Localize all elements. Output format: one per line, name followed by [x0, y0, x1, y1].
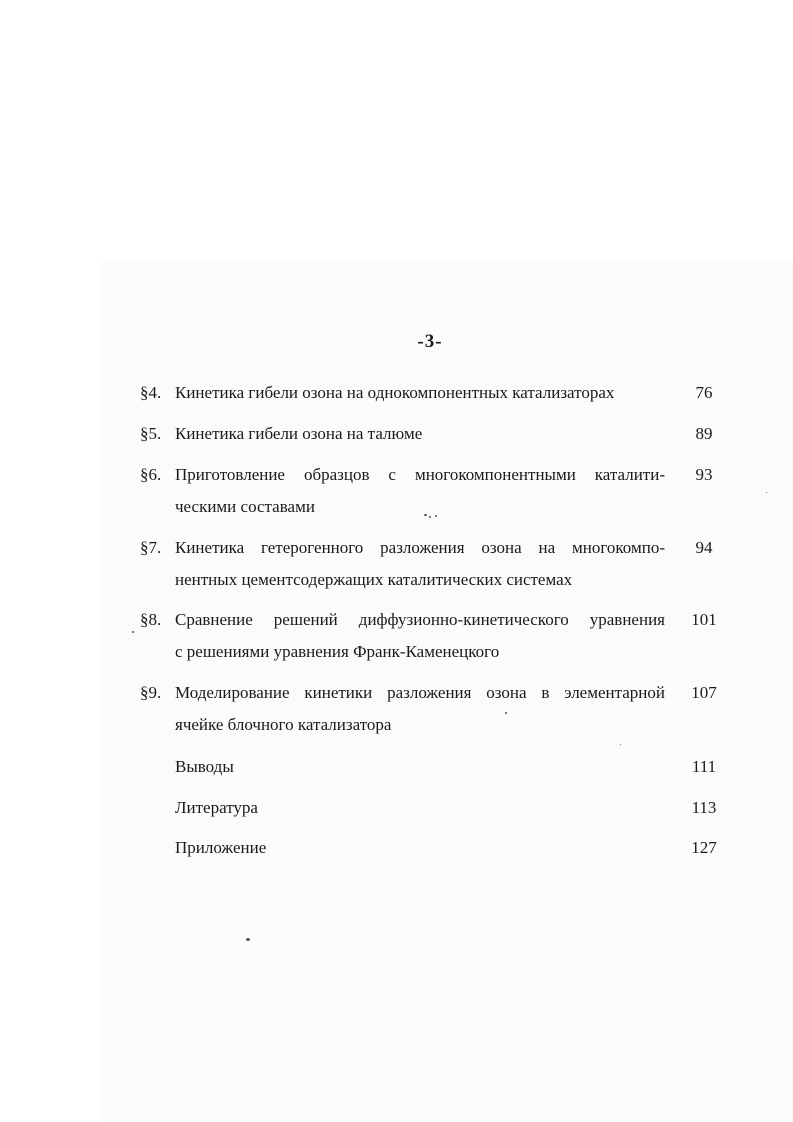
scan-speck [132, 631, 134, 633]
toc-title-line: Выводы [175, 757, 234, 776]
toc-page-number: 76 [695, 383, 713, 402]
toc-title-line: Кинетика гетерогенного разложения озона на многокомпо- [175, 538, 665, 557]
toc-title-line: Моделирование кинетики разложения озона в элементарной [175, 683, 665, 702]
toc-page-number: 113 [691, 798, 717, 817]
toc-section-number: §6. [140, 465, 162, 484]
scan-speck [620, 744, 621, 745]
toc-section-number: §5. [140, 424, 162, 443]
toc-title-line: Кинетика гибели озона на талюме [175, 424, 423, 443]
scan-speck [246, 938, 250, 941]
toc-title [175, 751, 665, 783]
toc-section-number: §7. [140, 538, 162, 557]
toc-page-number: 111 [691, 757, 717, 776]
toc-page-number: 107 [691, 683, 717, 702]
toc-title-line: Приложение [175, 838, 267, 857]
toc-title [175, 459, 665, 523]
toc-title-line: Кинетика гибели озона на однокомпонентных катализаторах [175, 383, 615, 402]
toc-title-line: Сравнение решений диффузионно-кинетического уравнения [175, 610, 665, 629]
toc-title [175, 792, 665, 824]
scan-speck [505, 712, 507, 714]
scan-speck [424, 514, 427, 516]
toc-section-number: §8. [140, 610, 162, 629]
toc-title-line: нентных цементсодержащих каталитических системах [175, 570, 573, 589]
toc-page-number: 94 [695, 538, 713, 557]
scan-speck [766, 492, 767, 493]
toc-section-number: §4. [140, 383, 162, 402]
toc-title-line: с решениями уравнения Франк-Каменецкого [175, 642, 500, 661]
toc-page-number: 89 [695, 424, 713, 443]
toc-section-number: §9. [140, 683, 162, 702]
scan-speck [435, 515, 437, 517]
toc-title-line: ческими составами [175, 497, 315, 516]
toc-title [175, 832, 665, 864]
toc-page-number: 93 [695, 465, 713, 484]
toc-page-number: 101 [691, 610, 717, 629]
toc-title [175, 418, 665, 450]
scan-speck [429, 516, 431, 518]
toc-page-number: 127 [691, 838, 717, 857]
toc-title-line: Литература [175, 798, 258, 817]
toc-title [175, 377, 665, 409]
toc-title [175, 677, 665, 741]
toc-title [175, 604, 665, 668]
page-number: -3- [417, 331, 443, 352]
toc-title-line: ячейке блочного катализатора [175, 715, 392, 734]
toc-title [175, 532, 665, 596]
toc-title-line: Приготовление образцов с многокомпонентными каталити- [175, 465, 665, 484]
